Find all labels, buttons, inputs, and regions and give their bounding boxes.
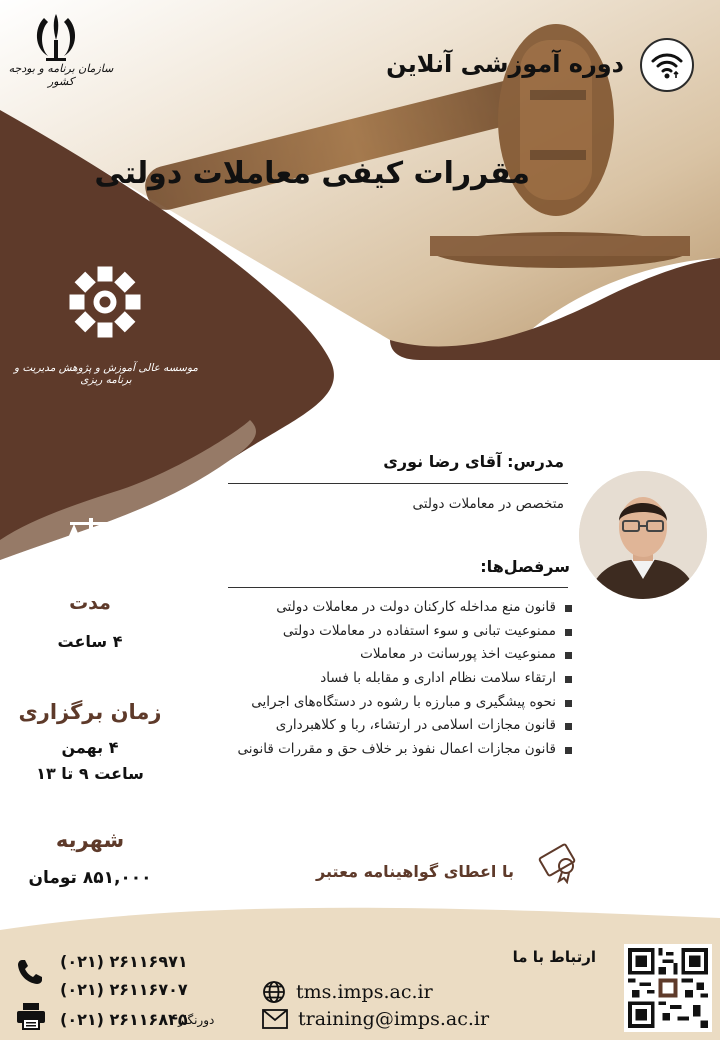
instructor-photo xyxy=(579,471,707,599)
printer-icon xyxy=(16,1002,46,1030)
org-name: سازمان برنامه و بودجه کشور xyxy=(8,62,114,88)
course-title: مقررات کیفی معاملات دولتی xyxy=(94,156,530,191)
instructor-specialty: متخصص در معاملات دولتی xyxy=(412,496,564,512)
list-item: قانون مجازات اعمال نفوذ بر خلاف حق و مقررات قانونی xyxy=(212,738,572,762)
instructor-label: مدرس: xyxy=(507,452,564,471)
fee-label: شهریه xyxy=(55,828,125,852)
list-item: ممنوعیت تبانی و سوء استفاده در معاملات دولتی xyxy=(212,620,572,644)
list-item: ممنوعیت اخذ پورسانت در معاملات xyxy=(212,643,572,667)
schedule-time: ساعت ۹ تا ۱۳ xyxy=(36,764,144,783)
wifi-icon xyxy=(650,50,684,80)
institute-name: موسسه عالی آموزش و پژوهش مدیریت و برنامه ریزی xyxy=(13,362,199,386)
emblem-icon xyxy=(26,10,86,66)
contact-title: ارتباط با ما xyxy=(512,948,596,966)
divider xyxy=(228,483,568,484)
fee-value: ۸۵۱,۰۰۰ تومان xyxy=(28,868,152,888)
schedule-date: ۴ بهمن xyxy=(61,738,119,757)
email-link[interactable]: training@imps.ac.ir xyxy=(298,1008,490,1030)
phone-number-2[interactable]: (۰۲۱) ۲۶۱۱۶۷۰۷ xyxy=(60,980,188,999)
course-type: دوره آموزشی آنلاین xyxy=(386,50,624,78)
topics-list xyxy=(212,596,572,761)
globe-icon xyxy=(262,980,286,1004)
instructor-portrait-icon xyxy=(579,471,707,599)
list-item: ارتقاء سلامت نظام اداری و مقابله با فساد xyxy=(212,667,572,691)
duration-value: ۴ ساعت xyxy=(57,632,123,651)
fax-number[interactable]: (۰۲۱) ۲۶۱۱۶۸۴۵ xyxy=(60,1010,188,1029)
certificate-icon xyxy=(536,836,584,884)
fax-label: دورنگار xyxy=(178,1013,215,1027)
instructor-line xyxy=(383,452,564,471)
syllabus-title: سرفصل‌ها: xyxy=(480,557,570,576)
website-row[interactable] xyxy=(262,980,433,1004)
duration-label: مدت xyxy=(69,592,111,614)
list-item: قانون منع مداخله کارکنان دولت در معاملات دولتی xyxy=(212,596,572,620)
list-item: قانون مجازات اسلامی در ارتشاء، ربا و کلاهبرداری xyxy=(212,714,572,738)
list-item: نحوه پیشگیری و مبارزه با رشوه در دستگاه‌های اجرایی xyxy=(212,691,572,715)
scales-icon xyxy=(64,514,118,560)
phone-number-1[interactable]: (۰۲۱) ۲۶۱۱۶۹۷۱ xyxy=(60,952,188,971)
institute-logo-icon xyxy=(60,262,150,342)
online-badge xyxy=(640,38,694,92)
certificate-note: با اعطای گواهینامه معتبر xyxy=(316,862,514,881)
qr-code[interactable] xyxy=(624,944,712,1032)
mail-icon xyxy=(262,1009,288,1029)
qr-code-icon xyxy=(628,948,708,1028)
instructor-name: آقای رضا نوری xyxy=(383,452,502,471)
phone-icon xyxy=(16,958,44,986)
schedule-label: زمان برگزاری xyxy=(18,700,162,724)
email-row[interactable] xyxy=(262,1008,489,1030)
divider xyxy=(228,587,568,588)
website-link[interactable]: tms.imps.ac.ir xyxy=(296,981,433,1003)
